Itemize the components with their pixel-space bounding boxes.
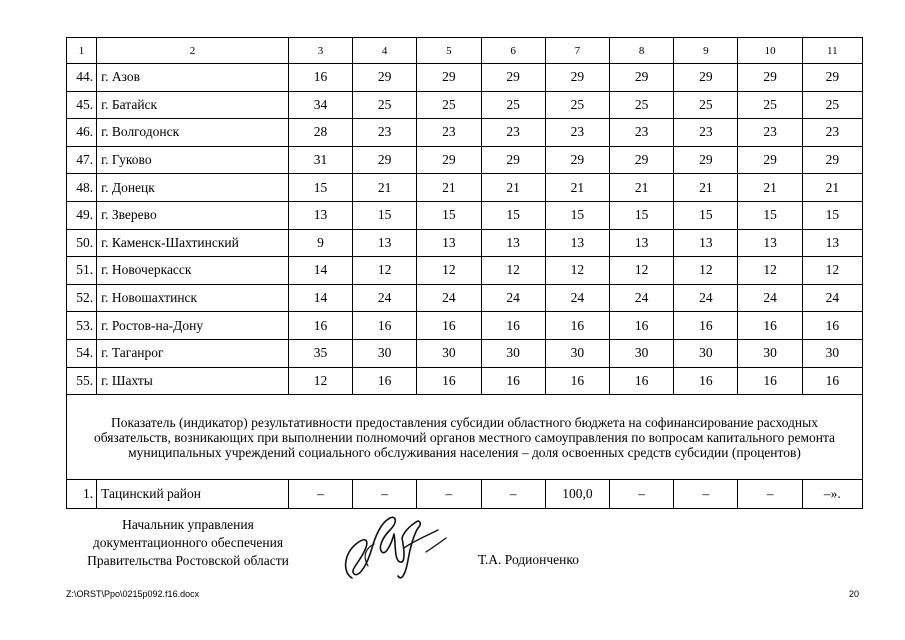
row-number-cell: 48. (67, 174, 97, 202)
column-number-cell: 11 (802, 38, 862, 64)
value-cell: 30 (417, 339, 481, 367)
value-cell: 13 (353, 229, 417, 257)
value-cell: 13 (610, 229, 674, 257)
row-number-cell: 44. (67, 64, 97, 92)
value-cell: 13 (802, 229, 862, 257)
column-number-cell: 5 (417, 38, 481, 64)
value-cell: 9 (288, 229, 352, 257)
value-cell: 13 (481, 229, 545, 257)
value-cell: 15 (802, 201, 862, 229)
row-number-cell: 47. (67, 146, 97, 174)
value-cell: 25 (738, 91, 802, 119)
value-cell: 13 (738, 229, 802, 257)
row-number-cell: 52. (67, 284, 97, 312)
value-cell: 21 (417, 174, 481, 202)
value-cell: 29 (610, 146, 674, 174)
value-cell: 15 (545, 201, 609, 229)
value-cell: 29 (353, 64, 417, 92)
municipality-name-cell: г. Волгодонск (97, 119, 289, 147)
value-cell: 28 (288, 119, 352, 147)
value-cell: 24 (738, 284, 802, 312)
table-row (67, 91, 863, 119)
value-cell: 12 (802, 257, 862, 285)
municipality-name-cell: г. Каменск-Шахтинский (97, 229, 289, 257)
value-cell: 15 (353, 201, 417, 229)
value-cell: 29 (417, 64, 481, 92)
value-cell: 34 (288, 91, 352, 119)
value-cell: 12 (545, 257, 609, 285)
value-cell: 29 (802, 146, 862, 174)
value-cell: 13 (545, 229, 609, 257)
value-cell: 23 (610, 119, 674, 147)
value-cell: 25 (545, 91, 609, 119)
municipality-name-cell: г. Шахты (97, 367, 289, 395)
value-cell: 12 (417, 257, 481, 285)
value-cell: 16 (738, 367, 802, 395)
value-cell: – (674, 480, 738, 509)
indicator-table (66, 37, 863, 509)
column-number-cell: 1 (67, 38, 97, 64)
value-cell: 29 (481, 146, 545, 174)
value-cell: 21 (481, 174, 545, 202)
value-cell: 21 (545, 174, 609, 202)
value-cell: 16 (610, 312, 674, 340)
municipality-name-cell: г. Ростов-на-Дону (97, 312, 289, 340)
handwritten-signature (338, 508, 450, 584)
value-cell: 29 (481, 64, 545, 92)
value-cell: 23 (674, 119, 738, 147)
value-cell: 29 (738, 64, 802, 92)
signer-position-line2: документационного обеспечения (92, 535, 284, 550)
value-cell: 15 (674, 201, 738, 229)
value-cell: 13 (288, 201, 352, 229)
value-cell: 30 (481, 339, 545, 367)
row-number-cell: 1. (67, 480, 97, 509)
value-cell: 14 (288, 284, 352, 312)
signature-title-block (68, 516, 308, 570)
column-number-cell: 4 (353, 38, 417, 64)
column-number-cell: 6 (481, 38, 545, 64)
value-cell: 23 (417, 119, 481, 147)
row-number-cell: 46. (67, 119, 97, 147)
value-cell: 24 (481, 284, 545, 312)
table-row (67, 64, 863, 92)
signer-position-line3: Правительства Ростовской области (87, 553, 289, 568)
column-number-cell: 10 (738, 38, 802, 64)
value-cell: 100,0 (545, 480, 609, 509)
value-cell: 15 (288, 174, 352, 202)
page-footer (66, 589, 863, 599)
value-cell: 23 (802, 119, 862, 147)
municipality-name-cell: г. Новочеркасск (97, 257, 289, 285)
value-cell: 23 (353, 119, 417, 147)
value-cell: 23 (545, 119, 609, 147)
value-cell: 25 (481, 91, 545, 119)
value-cell: 16 (481, 367, 545, 395)
municipality-name-cell: г. Батайск (97, 91, 289, 119)
signer-position-line1: Начальник управления (122, 517, 254, 532)
row-number-cell: 49. (67, 201, 97, 229)
table-row (67, 201, 863, 229)
value-cell: 23 (481, 119, 545, 147)
value-cell: 16 (481, 312, 545, 340)
value-cell: 24 (417, 284, 481, 312)
value-cell: 16 (802, 312, 862, 340)
value-cell: 29 (417, 146, 481, 174)
value-cell: 25 (353, 91, 417, 119)
value-cell: – (417, 480, 481, 509)
value-cell: 29 (353, 146, 417, 174)
value-cell: 21 (610, 174, 674, 202)
indicator-description-row (67, 395, 863, 480)
value-cell: 15 (610, 201, 674, 229)
value-cell: 29 (610, 64, 674, 92)
row-number-cell: 55. (67, 367, 97, 395)
value-cell: 24 (545, 284, 609, 312)
value-cell: 12 (610, 257, 674, 285)
value-cell: 16 (353, 367, 417, 395)
column-number-row (67, 38, 863, 64)
value-cell: 14 (288, 257, 352, 285)
value-cell: 30 (802, 339, 862, 367)
value-cell: 30 (545, 339, 609, 367)
value-cell: 21 (353, 174, 417, 202)
value-cell: 29 (674, 146, 738, 174)
table-row (67, 367, 863, 395)
table-row (67, 174, 863, 202)
table-row (67, 229, 863, 257)
value-cell: 30 (674, 339, 738, 367)
value-cell: 12 (674, 257, 738, 285)
value-cell: 15 (738, 201, 802, 229)
value-cell: 12 (353, 257, 417, 285)
value-cell: 25 (802, 91, 862, 119)
signer-name: Т.А. Родионченко (478, 552, 579, 567)
column-number-cell: 8 (610, 38, 674, 64)
value-cell: 16 (417, 312, 481, 340)
value-cell: 16 (288, 312, 352, 340)
value-cell: 24 (674, 284, 738, 312)
row-number-cell: 54. (67, 339, 97, 367)
column-number-cell: 7 (545, 38, 609, 64)
municipality-name-cell: г. Зверево (97, 201, 289, 229)
column-number-cell: 9 (674, 38, 738, 64)
value-cell: 16 (738, 312, 802, 340)
table-row (67, 119, 863, 147)
value-cell: 29 (674, 64, 738, 92)
value-cell: – (610, 480, 674, 509)
value-cell: 30 (353, 339, 417, 367)
value-cell: 15 (481, 201, 545, 229)
value-cell: 25 (417, 91, 481, 119)
value-cell: 16 (674, 367, 738, 395)
municipality-name-cell: г. Новошахтинск (97, 284, 289, 312)
value-cell: 31 (288, 146, 352, 174)
value-cell: 16 (802, 367, 862, 395)
value-cell: – (481, 480, 545, 509)
row-number-cell: 51. (67, 257, 97, 285)
value-cell: 21 (802, 174, 862, 202)
value-cell: 16 (545, 312, 609, 340)
table-row (67, 146, 863, 174)
value-cell: 12 (481, 257, 545, 285)
municipality-name-cell: г. Гуково (97, 146, 289, 174)
value-cell: 16 (417, 367, 481, 395)
value-cell: 16 (353, 312, 417, 340)
indicator-description-cell: Показатель (индикатор) результативности предоставления субсидии областного бюджета на софинансирование расходных обязательств, возникающих при выполнении полномочий органов местного самоуправления по вопросам капитального ремонта муниципальных учреждений социального обслуживания населения – доля освоенных средств субсидии (процентов) (67, 395, 863, 480)
value-cell: 25 (674, 91, 738, 119)
value-cell: 16 (545, 367, 609, 395)
value-cell: 35 (288, 339, 352, 367)
value-cell: 29 (545, 64, 609, 92)
value-cell: 12 (738, 257, 802, 285)
row-number-cell: 45. (67, 91, 97, 119)
page-number: 20 (848, 589, 859, 599)
value-cell: 30 (610, 339, 674, 367)
value-cell: 12 (288, 367, 352, 395)
value-cell: 29 (545, 146, 609, 174)
value-cell: – (288, 480, 352, 509)
column-number-cell: 3 (288, 38, 352, 64)
municipality-name-cell: г. Донецк (97, 174, 289, 202)
value-cell: 21 (738, 174, 802, 202)
municipality-name-cell: Тацинский район (97, 480, 289, 509)
value-cell: 15 (417, 201, 481, 229)
value-cell: –». (802, 480, 862, 509)
value-cell: 13 (674, 229, 738, 257)
value-cell: 13 (417, 229, 481, 257)
value-cell: 29 (802, 64, 862, 92)
table-row (67, 284, 863, 312)
column-number-cell: 2 (97, 38, 289, 64)
table-row (67, 257, 863, 285)
value-cell: 16 (674, 312, 738, 340)
value-cell: 24 (353, 284, 417, 312)
table-row (67, 480, 863, 509)
row-number-cell: 50. (67, 229, 97, 257)
value-cell: 25 (610, 91, 674, 119)
value-cell: 24 (802, 284, 862, 312)
value-cell: 21 (674, 174, 738, 202)
value-cell: 16 (288, 64, 352, 92)
value-cell: – (353, 480, 417, 509)
value-cell: 16 (610, 367, 674, 395)
value-cell: 30 (738, 339, 802, 367)
value-cell: 29 (738, 146, 802, 174)
table-row (67, 339, 863, 367)
value-cell: 24 (610, 284, 674, 312)
municipality-name-cell: г. Азов (97, 64, 289, 92)
row-number-cell: 53. (67, 312, 97, 340)
value-cell: 23 (738, 119, 802, 147)
municipality-name-cell: г. Таганрог (97, 339, 289, 367)
table-row (67, 312, 863, 340)
file-path: Z:\ORST\Ppo\0215p092.f16.docx (66, 589, 200, 599)
value-cell: – (738, 480, 802, 509)
